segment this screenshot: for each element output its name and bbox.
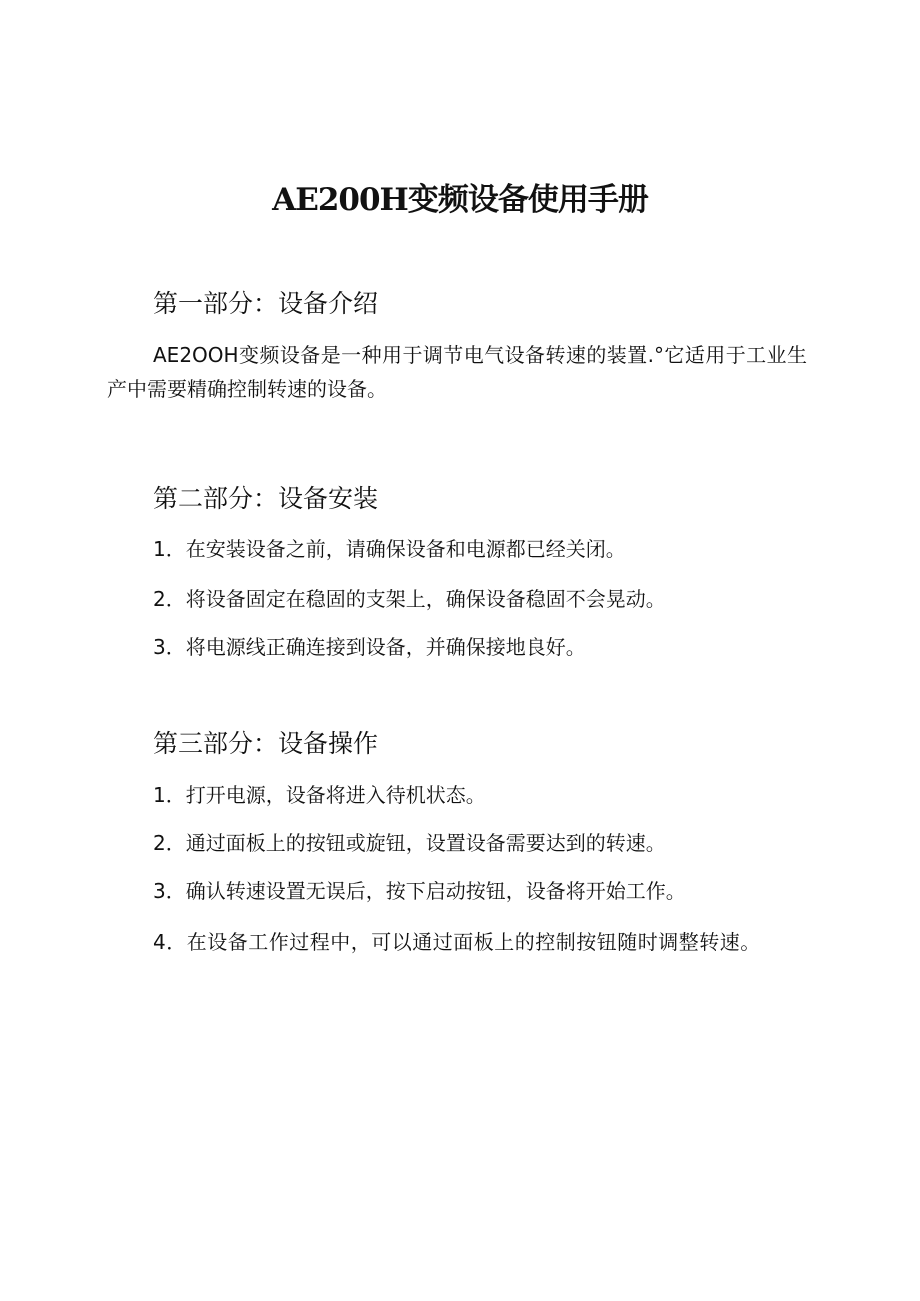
operation-step: 1．打开电源，设备将进入待机状态。 <box>153 783 486 807</box>
section-heading-intro: 第一部分：设备介绍 <box>153 289 379 318</box>
operation-step: 2．通过面板上的按钮或旋钮，设置设备需要达到的转速。 <box>153 831 666 855</box>
intro-paragraph: AE2OOH变频设备是一种用于调节电气设备转速的装置.°它适用于工业生产中需要精确控制转速的设备。 <box>107 343 807 401</box>
operation-step: 4．在设备工作过程中，可以通过面板上的控制按钮随时调整转速。 <box>153 930 761 954</box>
installation-step: 1．在安装设备之前，请确保设备和电源都已经关闭。 <box>153 537 626 561</box>
operation-step: 3．确认转速设置无误后，按下启动按钮，设备将开始工作。 <box>153 879 686 903</box>
section-heading-operation: 第三部分：设备操作 <box>153 729 379 758</box>
installation-step: 3．将电源线正确连接到设备，并确保接地良好。 <box>153 635 586 659</box>
installation-step: 2．将设备固定在稳固的支架上，确保设备稳固不会晃动。 <box>153 587 666 611</box>
document-title: AE200H变频设备使用手册 <box>272 182 648 218</box>
section-heading-installation: 第二部分：设备安装 <box>153 484 379 513</box>
